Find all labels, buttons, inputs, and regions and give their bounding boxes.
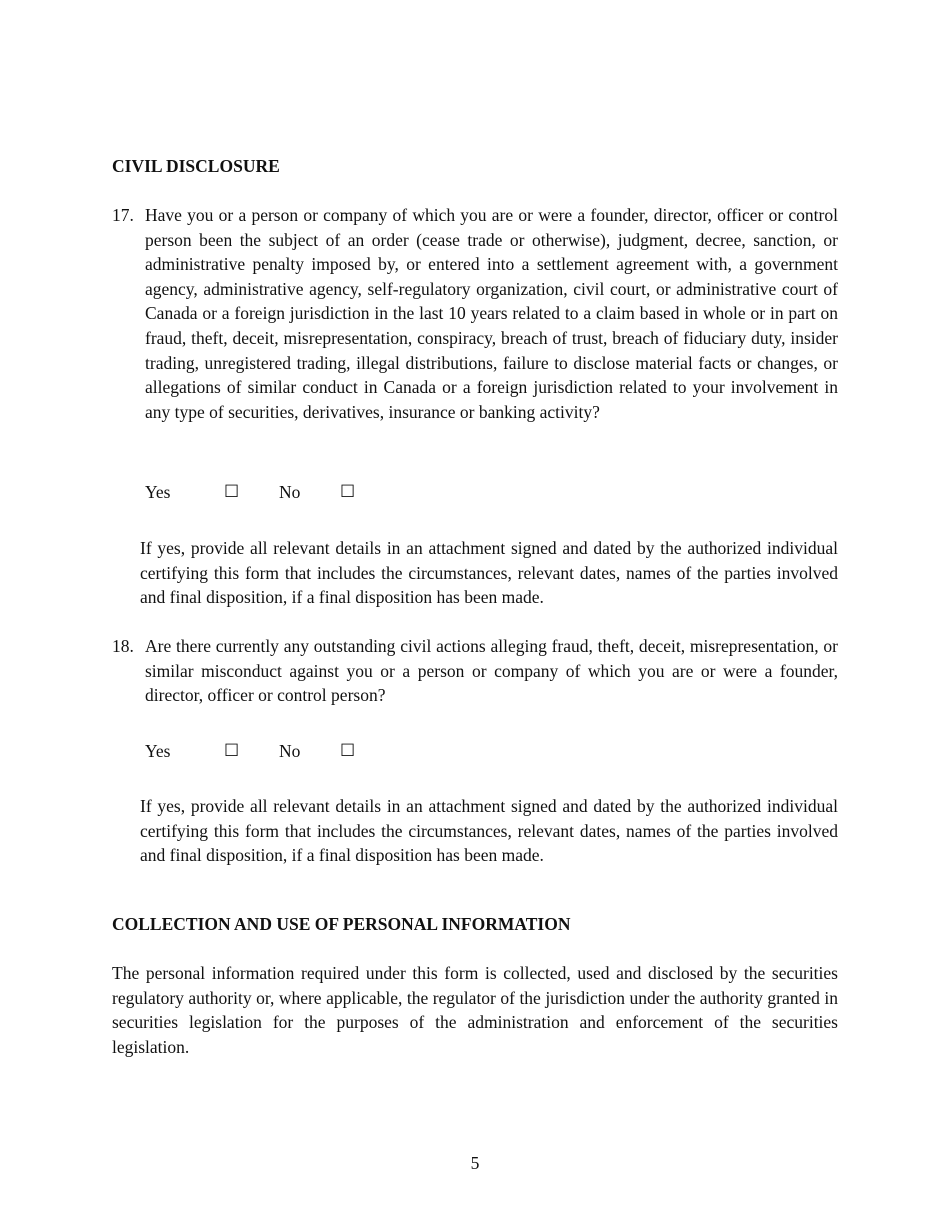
question-17-no-label: No <box>279 482 301 502</box>
question-17-number: 17. <box>112 205 134 225</box>
question-17-answer <box>145 480 385 504</box>
question-18-no-checkbox[interactable]: ☐ <box>340 741 356 761</box>
question-17-text: Have you or a person or company of which you are or were a founder, director, officer or control person been the subject of an order (cease trade or otherwise), judgment, decree, sanction, or administrative penalty imposed by, or entered into a settlement agreement with, a government agency, administrative agency, self-regulatory organization, civil court, or administrative court of Canada or a foreign jurisdiction in the last 10 years related to a claim based in whole or in part on fraud, theft, deceit, misrepresentation, conspiracy, breach of trust, breach of fiduciary duty, insider trading, unregistered trading, illegal distributions, failure to disclose material facts or changes, or allegations of similar conduct in Canada or a foreign jurisdiction related to your involvement in any type of securities, derivatives, insurance or banking activity? <box>145 205 838 422</box>
question-17-yes-label: Yes <box>145 482 171 502</box>
collection-paragraph: The personal information required under this form is collected, used and disclosed by the securities regulatory authority or, where applicable, the regulator of the jurisdiction under the authority granted in securities legislation for the purposes of the administration and enforcement of the securities legislation. <box>112 963 838 1057</box>
question-18-text: Are there currently any outstanding civil actions alleging fraud, theft, deceit, misrepresentation, or similar misconduct against you or a person or company of which you are or were a founder, director, officer or control person? <box>145 636 838 706</box>
civil-disclosure-heading: CIVIL DISCLOSURE <box>112 156 280 176</box>
question-17-yes-checkbox[interactable]: ☐ <box>224 482 240 502</box>
question-18-if-yes-note: If yes, provide all relevant details in an attachment signed and dated by the authorized individual certifying this form that includes the circumstances, relevant dates, names of the parties involved and final disposition, if a final disposition has been made. <box>140 796 838 866</box>
collection-heading: COLLECTION AND USE OF PERSONAL INFORMATION <box>112 914 571 934</box>
question-18-no-label: No <box>279 741 301 761</box>
page-number: 5 <box>470 1153 480 1173</box>
question-17-if-yes-note: If yes, provide all relevant details in an attachment signed and dated by the authorized individual certifying this form that includes the circumstances, relevant dates, names of the parties involved and final disposition, if a final disposition has been made. <box>140 538 838 608</box>
question-18 <box>112 634 838 708</box>
question-18-answer <box>145 739 385 763</box>
question-18-yes-checkbox[interactable]: ☐ <box>224 741 240 761</box>
question-18-yes-label: Yes <box>145 741 171 761</box>
question-17 <box>112 203 838 424</box>
question-18-number: 18. <box>112 636 134 656</box>
question-17-no-checkbox[interactable]: ☐ <box>340 482 356 502</box>
